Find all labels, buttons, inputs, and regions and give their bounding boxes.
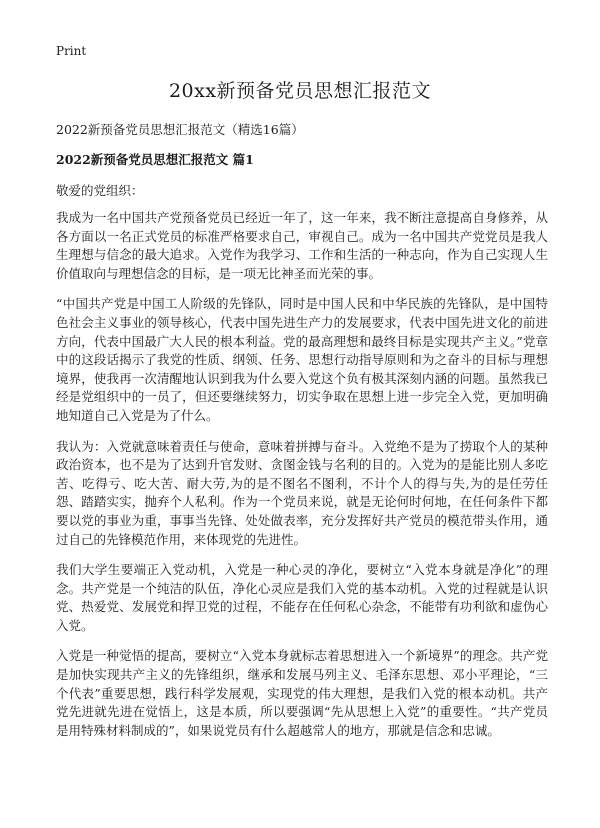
body-text <box>56 209 548 752</box>
salutation: 敬爱的党组织： <box>56 183 144 198</box>
paragraph: 我认为：入党就意味着责任与使命，意味着拼搏与奋斗。入党绝不是为了捞取个人的某种政治资本，也不是为了达到升官发财、贪图金钱与名利的目的。入党为的是能比别人多吃苦、吃得亏、吃大苦、耐大劳,为的是不图名不图利，不计个人的得与失,为的是任劳任怨、踏踏实实，抛弃个人私利。作为一个党员来说，就是无论何时何地，在任何条件下都要以党的事业为重，事事当先锋、处处做表率，充分发挥好共产党员的模范带头作用，通过自己的先锋模范作用，来体现党的先进性。 <box>56 438 548 547</box>
paragraph: 入党是一种觉悟的提高，要树立“入党本身就标志着思想进入一个新境界”的理念。共产党是加快实现共产主义的先锋组织，继承和发展马列主义、毛泽东思想、邓小平理论，“三个代表”重要思想，践行科学发展观，实现党的伟大理想，是我们入党的根本动机。共产党先进就先进在觉悟上，这是本质，所以要强调“先从思想上入党”的重要性。“共产党员是用特殊材料制成的”，如果说党员有什么超越常人的地方，那就是信念和忠诚。 <box>56 648 548 738</box>
paragraph: 我成为一名中国共产党预备党员已经近一年了，这一年来，我不断注意提高自身修养，从各方面以一名正式党员的标准严格要求自己，审视自己。成为一名中国共产党党员是我人生理想与信念的最大追求。入党作为我学习、工作和生活的一种志向，作为自己实现人生价值取向与理想信念的目标，是一项无比神圣而光荣的事。 <box>56 210 548 281</box>
section-heading: 2022新预备党员思想汇报范文 篇1 <box>56 152 254 167</box>
paragraph: “中国共产党是中国工人阶级的先锋队，同时是中国人民和中华民族的先锋队，是中国特色社会主义事业的领导核心，代表中国先进生产力的发展要求，代表中国先进文化的前进方向，代表中国最广大人民的根本利益。党的最高理想和最终目标是实现共产主义。”党章中的这段话揭示了我党的性质、纲领、任务、思想行动指导原则和为之奋斗的目标与理想境界，使我再一次清醒地认识到我为什么要入党这个负有极其深刻内涵的问题。虽然我已经是党组织中的一员了，但还要继续努力，切实争取在思想上进一步完全入党，更加明确地知道自己入党是为了什么。 <box>56 296 548 423</box>
paragraph: 我们大学生要端正入党动机，入党是一种心灵的净化，要树立“入党本身就是净化”的理念。共产党是一个纯洁的队伍，净化心灵应是我们入党的基本动机。入党的过程就是认识党、热爱党、发展党和捍卫党的过程，不能存在任何私心杂念，不能带有功利欲和虚伪心入党。 <box>56 562 548 633</box>
print-label: Print <box>56 44 87 58</box>
document-subtitle: 2022新预备党员思想汇报范文（精选16篇） <box>56 122 304 137</box>
document-title: 20xx新预备党员思想汇报范文 <box>168 80 432 102</box>
